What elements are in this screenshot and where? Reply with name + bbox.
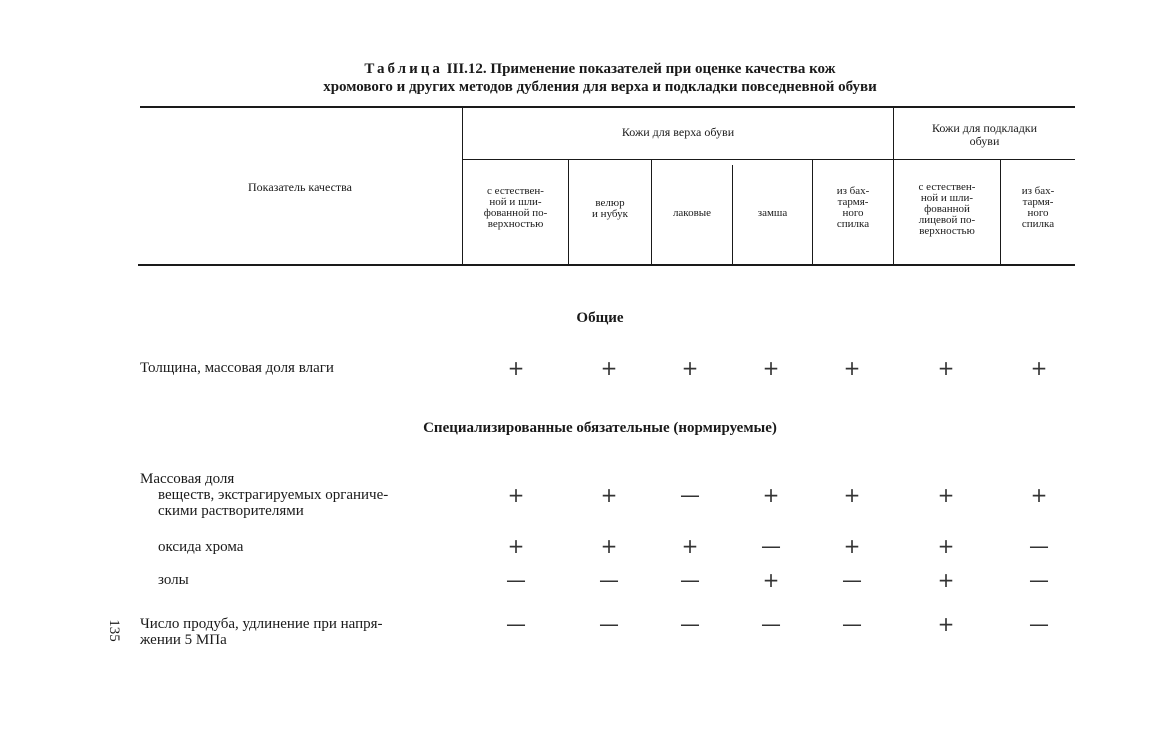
- header-top-rule: [140, 106, 1075, 108]
- header-col-6-line: с естествен-: [918, 181, 976, 193]
- table-cell: +: [1030, 483, 1048, 507]
- header-col-5: [813, 186, 893, 230]
- header-col-2: [569, 198, 651, 220]
- row-label-line: веществ, экстрагируемых органиче-: [158, 487, 389, 503]
- header-group-lining-text: Кожи для подкладки обуви: [931, 121, 1038, 148]
- header-col-3-line: лаковые: [672, 207, 712, 219]
- table-cell: —: [1029, 534, 1049, 558]
- header-col-6-line: верхностью: [919, 225, 975, 237]
- table-cell: —: [599, 612, 619, 636]
- header-col-1-line: с естествен-: [487, 185, 544, 197]
- table-cell: +: [843, 534, 861, 558]
- header-col-6-line: ной и шли-: [920, 192, 974, 204]
- row-label-line: жении 5 МПа: [140, 632, 227, 648]
- table-cell: +: [681, 356, 699, 380]
- section-title-specialized: Специализированные обязательные (нормируемые): [423, 420, 777, 436]
- header-col-5-line: из бах-: [836, 185, 870, 197]
- header-col-6-line: фованной: [924, 203, 970, 215]
- table-cell: —: [506, 568, 526, 592]
- header-col-1-line: ной и шли-: [489, 196, 542, 208]
- header-group-rule: [462, 159, 1075, 160]
- table-cell: +: [937, 612, 955, 636]
- header-col-7-line: спилка: [1021, 218, 1055, 230]
- table-cell: +: [843, 483, 861, 507]
- table-cell: +: [937, 356, 955, 380]
- table-cell: +: [507, 534, 525, 558]
- row-label-line: Толщина, массовая доля влаги: [140, 360, 334, 376]
- table-cell: —: [680, 483, 700, 507]
- table-cell: +: [762, 483, 780, 507]
- table-cell: +: [762, 568, 780, 592]
- table-cell: —: [842, 612, 862, 636]
- row-label-line: золы: [158, 572, 189, 588]
- table-cell: +: [937, 568, 955, 592]
- row-label-ash: [158, 572, 189, 588]
- header-bottom-rule: [138, 264, 1075, 266]
- row-label-line: Число продуба, удлинение при напря-: [140, 616, 383, 632]
- header-col-2-line: и нубук: [592, 208, 628, 220]
- row-label-line: скими растворителями: [158, 503, 304, 519]
- header-col-7-line: из бах-: [1021, 185, 1055, 197]
- table-cell: +: [600, 356, 618, 380]
- table-cell: +: [937, 483, 955, 507]
- table-cell: —: [506, 612, 526, 636]
- header-quality-indicator: Показатель качества: [248, 180, 352, 194]
- row-label-extractables: [140, 471, 388, 519]
- table-title-number: III.12.: [446, 61, 487, 77]
- row-label-tanning-number: [140, 616, 383, 648]
- header-col-3: [652, 208, 732, 219]
- row-label-line: оксида хрома: [158, 539, 244, 555]
- table-cell: +: [507, 483, 525, 507]
- header-col-5-line: ного: [842, 207, 864, 219]
- table-cell: —: [680, 568, 700, 592]
- header-col-7-line: тармя-: [1022, 196, 1054, 208]
- header-col-1: [463, 186, 568, 230]
- table-cell: +: [843, 356, 861, 380]
- table-cell: +: [600, 534, 618, 558]
- header-col-4-line: замша: [757, 207, 788, 219]
- header-col-7-line: ного: [1027, 207, 1049, 219]
- table-cell: —: [1029, 612, 1049, 636]
- header-col-5-line: тармя-: [837, 196, 869, 208]
- header-col-6: [894, 182, 1000, 237]
- table-title-line1: Применение показателей при оценке качества кож: [490, 61, 836, 77]
- table-cell: —: [680, 612, 700, 636]
- header-col-6-line: лицевой по-: [918, 214, 976, 226]
- table-cell: +: [937, 534, 955, 558]
- table-cell: +: [507, 356, 525, 380]
- table-cell: —: [1029, 568, 1049, 592]
- table-cell: —: [761, 612, 781, 636]
- row-label-line: Массовая доля: [140, 471, 235, 487]
- table-cell: +: [762, 356, 780, 380]
- table-title-prefix: Таблица: [364, 61, 443, 77]
- header-group-upper: Кожи для верха обуви: [621, 125, 735, 139]
- row-label-chromium-oxide: [158, 539, 243, 555]
- row-label-thickness: [140, 360, 334, 376]
- table-cell: —: [842, 568, 862, 592]
- header-col-7: [1001, 186, 1075, 230]
- header-col-1-line: верхностью: [487, 218, 544, 230]
- header-col-5-line: спилка: [836, 218, 870, 230]
- section-title-general: Общие: [576, 310, 624, 326]
- table-cell: +: [1030, 356, 1048, 380]
- header-col-2-line: велюр: [595, 197, 625, 209]
- table-cell: +: [600, 483, 618, 507]
- table-title-line2: хромового и других методов дубления для верха и подкладки повседневной обуви: [323, 79, 877, 95]
- table-cell: —: [599, 568, 619, 592]
- table-cell: +: [681, 534, 699, 558]
- header-col-1-line: фованной по-: [483, 207, 548, 219]
- page-number: 135: [105, 619, 122, 642]
- header-group-lining: [894, 122, 1075, 148]
- header-col-4: [733, 208, 812, 219]
- table-title: [180, 60, 1020, 96]
- table-cell: —: [761, 534, 781, 558]
